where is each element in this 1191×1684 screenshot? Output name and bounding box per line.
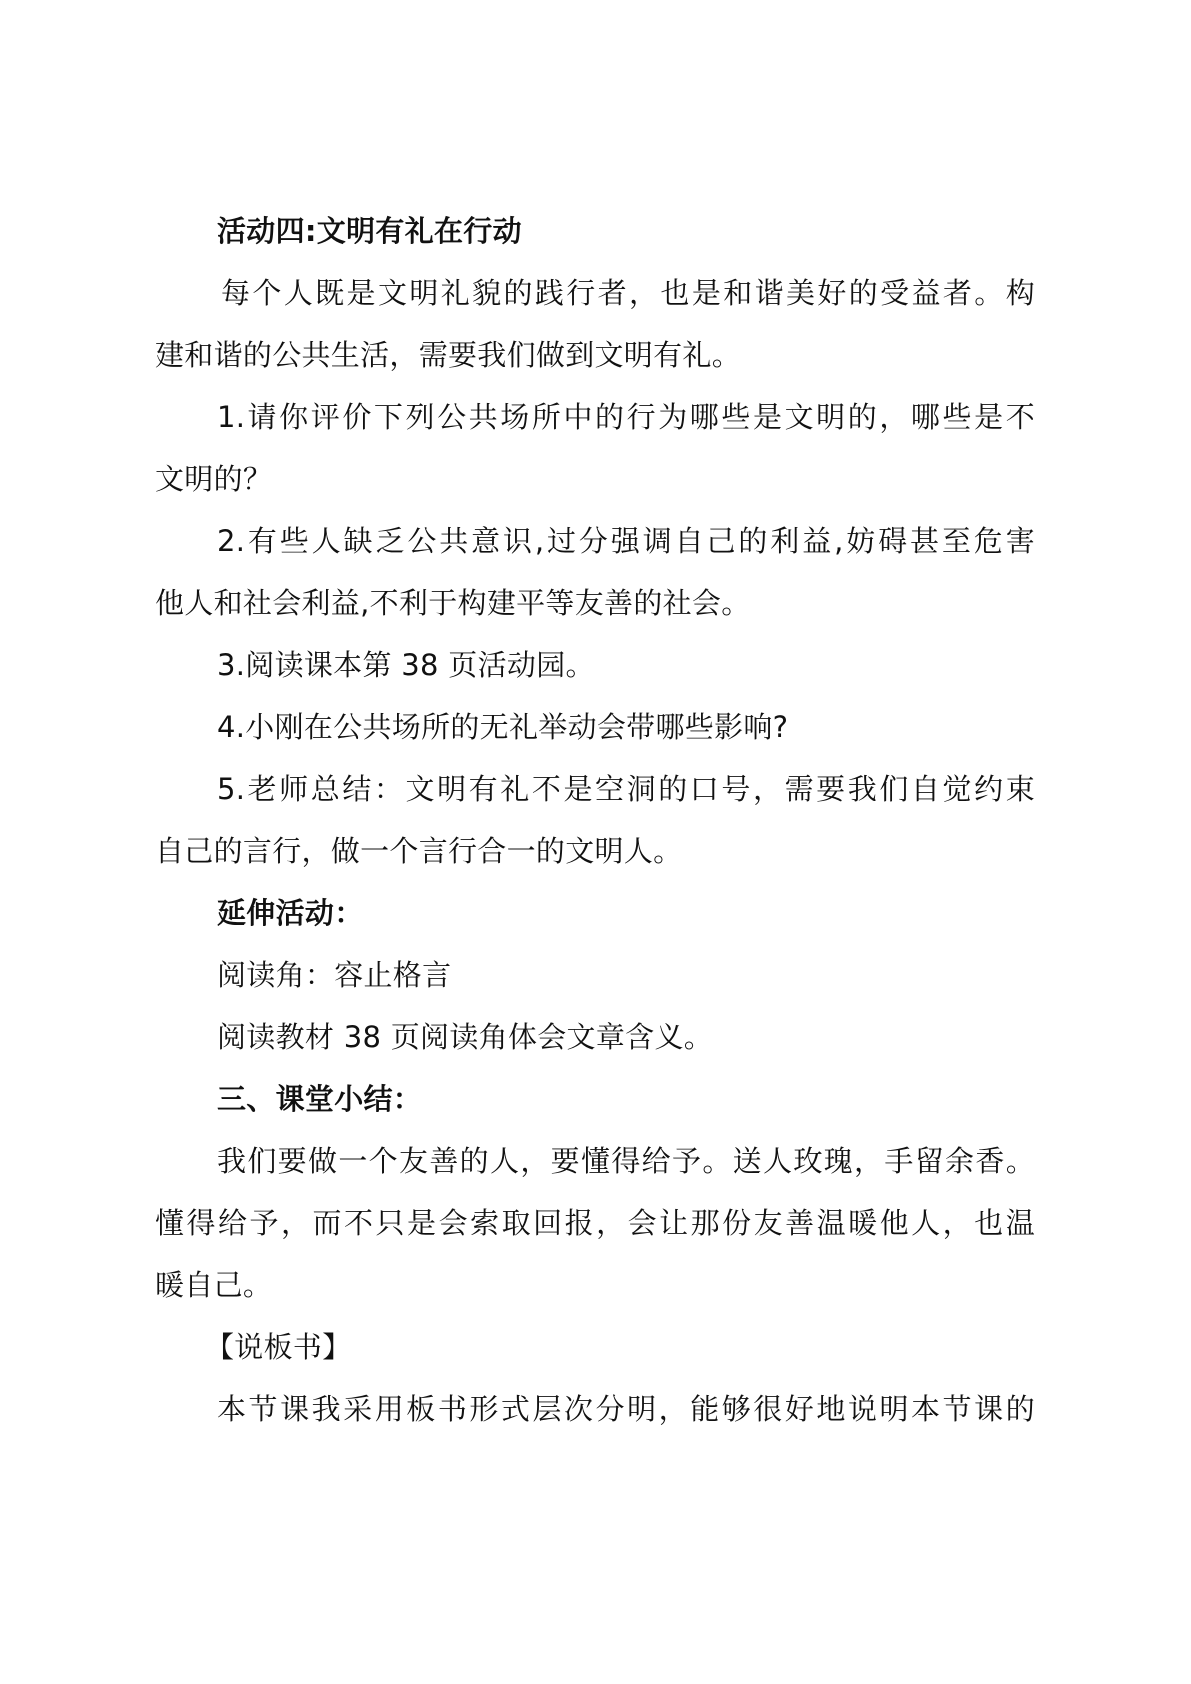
intro-paragraph-line-1: 每个人既是文明礼貌的践行者，也是和谐美好的受益者。构 — [221, 276, 1035, 310]
reading-corner-title: 阅读角：容止格言 — [217, 958, 452, 992]
item-3: 3.阅读课本第 38 页活动园。 — [217, 648, 595, 682]
summary-line-1: 我们要做一个友善的人，要懂得给予。送人玫瑰，手留余香。 — [217, 1144, 1035, 1178]
reading-task: 阅读教材 38 页阅读角体会文章含义。 — [217, 1020, 714, 1054]
summary-line-2: 懂得给予，而不只是会索取回报，会让那份友善温暖他人，也温 — [155, 1206, 1035, 1240]
item-1-line-2: 文明的？ — [155, 462, 273, 496]
item-5-line-2: 自己的言行，做一个言行合一的文明人。 — [155, 834, 683, 868]
item-5-line-1: 5.老师总结：文明有礼不是空洞的口号，需要我们自觉约束 — [217, 772, 1035, 806]
intro-paragraph-line-2: 建和谐的公共生活，需要我们做到文明有礼。 — [155, 338, 742, 372]
board-paragraph-line-1: 本节课我采用板书形式层次分明，能够很好地说明本节课的 — [217, 1392, 1035, 1426]
activity4-heading: 活动四:文明有礼在行动 — [217, 214, 522, 248]
extension-heading: 延伸活动： — [217, 896, 364, 930]
summary-heading: 三、课堂小结： — [217, 1082, 423, 1116]
summary-line-3: 暖自己。 — [155, 1268, 273, 1302]
item-2-line-1: 2.有些人缺乏公共意识,过分强调自己的利益,妨碍甚至危害 — [217, 524, 1035, 558]
item-4: 4.小刚在公共场所的无礼举动会带哪些影响? — [217, 710, 789, 744]
document-body — [155, 200, 1035, 1440]
item-1-line-1: 1.请你评价下列公共场所中的行为哪些是文明的，哪些是不 — [217, 400, 1035, 434]
item-2-line-2: 他人和社会利益,不利于构建平等友善的社会。 — [155, 586, 751, 620]
board-heading: 【说板书】 — [205, 1330, 352, 1364]
